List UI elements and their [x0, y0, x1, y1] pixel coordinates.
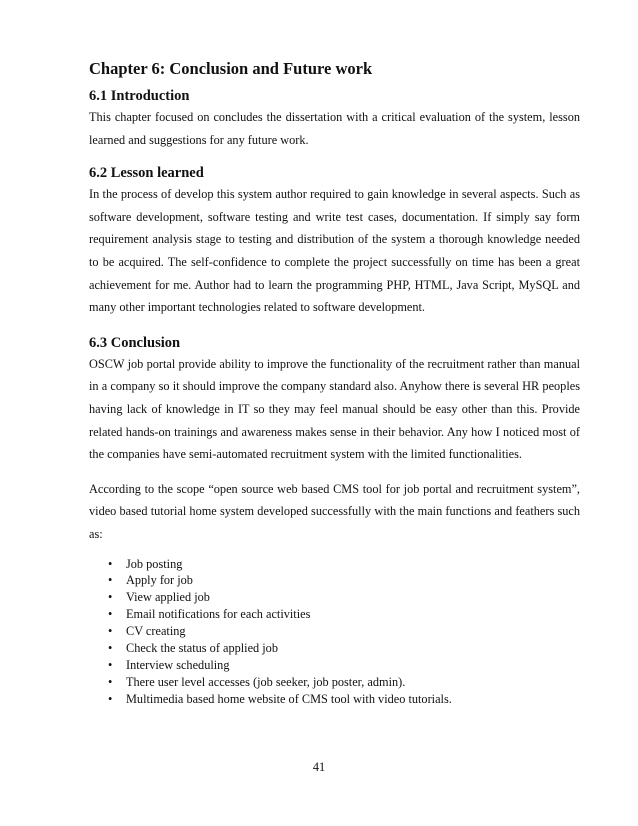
feature-list-item — [108, 606, 580, 623]
section-heading-lesson-learned: 6.2 Lesson learned — [89, 165, 204, 182]
feature-text: Job posting — [126, 556, 183, 571]
feature-text: There user level accesses (job seeker, job poster, admin). — [126, 674, 406, 689]
feature-text: Email notifications for each activities — [126, 607, 311, 622]
bullet-icon: • — [108, 674, 113, 689]
bullet-icon: • — [108, 607, 113, 622]
feature-list-item — [108, 623, 580, 640]
feature-list-item — [108, 556, 580, 573]
feature-text: View applied job — [126, 590, 210, 605]
bullet-icon: • — [108, 573, 113, 588]
scope-paragraph: According to the scope “open source web based CMS tool for job portal and recruitment system”, video based tutorial home system developed successfully with the main functions and feathers such as: — [89, 481, 580, 541]
feature-text: Interview scheduling — [126, 657, 230, 672]
bullet-icon: • — [108, 641, 113, 656]
chapter-title: Chapter 6: Conclusion and Future work — [89, 59, 373, 78]
feature-text: Apply for job — [126, 573, 193, 588]
feature-text: Check the status of applied job — [126, 641, 278, 656]
bullet-icon: • — [108, 657, 113, 672]
feature-list-item — [108, 640, 580, 657]
feature-list-item — [108, 572, 580, 589]
feature-list-item — [108, 674, 580, 691]
bullet-icon: • — [108, 624, 113, 639]
feature-text: Multimedia based home website of CMS tool with video tutorials. — [126, 691, 452, 706]
bullet-icon: • — [108, 590, 113, 605]
page-number: 41 — [312, 760, 326, 774]
feature-list-item — [108, 657, 580, 674]
conclusion-paragraph: OSCW job portal provide ability to improve the functionality of the recruitment rather than manual in a company so it should improve the company standard also. Anyhow there is several HR peoples having lack of knowledge in IT so they may feel manual should be easy other than this. Provide related hands-on trainings and awareness makes sense in their behavior. Any how I noticed most of the companies have semi-automated recruitment system with the limited functionalities. — [89, 356, 580, 462]
feature-list-item — [108, 691, 580, 708]
feature-list-item — [108, 589, 580, 606]
lesson-learned-paragraph: In the process of develop this system author required to gain knowledge in several aspects. Such as software development, software testing and write test cases, documentation. If simply say form requirement analysis stage to testing and distribution of the system a thorough knowledge needed to be acquired. The self-confidence to complete the project successfully on time has been a great achievement for me. Author had to learn the programming PHP, HTML, Java Script, MySQL and many other important technologies related to software development. — [89, 187, 580, 315]
feature-text: CV creating — [126, 624, 186, 639]
page-content — [89, 58, 580, 708]
section-heading-introduction: 6.1 Introduction — [89, 88, 190, 104]
bullet-icon: • — [108, 691, 113, 706]
feature-list — [89, 556, 580, 708]
introduction-paragraph: This chapter focused on concludes the dissertation with a critical evaluation of the system, lesson learned and suggestions for any future work. — [89, 110, 580, 147]
bullet-icon: • — [108, 556, 113, 571]
section-heading-conclusion: 6.3 Conclusion — [89, 334, 181, 351]
